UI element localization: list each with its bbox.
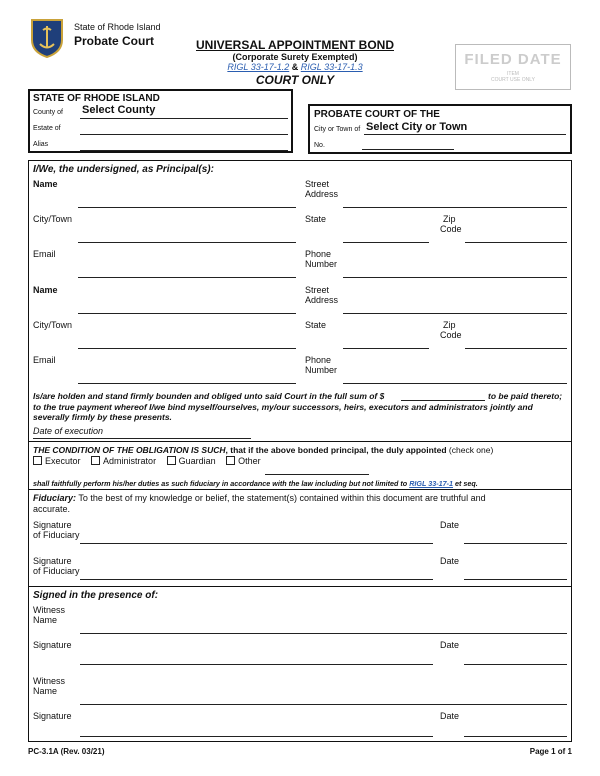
court-only: COURT ONLY [255, 73, 335, 87]
guardian-label: Guardian [178, 456, 216, 466]
bond-line-2: to the true payment whereof I/we bind myself/ourselves, my/our successors, heirs, executors and administrators jointly and [33, 402, 533, 412]
administrator-checkbox[interactable] [91, 456, 156, 467]
phone-field-2[interactable] [343, 383, 567, 384]
state-label-2: State [305, 320, 327, 330]
city-label: City or Town of [314, 126, 361, 133]
witness-heading: Signed in the presence of: [33, 590, 159, 601]
estate-label: Estate of [33, 125, 61, 132]
bond-line-1a: Is/are holden and stand firmly bounden and obliged unto said Court in the full sum of $ [33, 391, 385, 401]
state-field-2[interactable] [343, 348, 429, 349]
fid-sig-label-1a: Signature [33, 520, 72, 530]
condition-text [33, 445, 493, 456]
zip-label-1a: Zip [443, 214, 456, 224]
guardian-checkbox[interactable] [167, 456, 216, 467]
perform-end: et seq. [455, 479, 478, 488]
estate-field[interactable] [80, 134, 288, 135]
zip-label-1b: Code [440, 224, 462, 234]
checkbox-box [167, 456, 176, 465]
fiduciary-date-2[interactable] [464, 579, 567, 580]
administrator-label: Administrator [103, 456, 157, 466]
condition-bold: THE CONDITION OF THE OBLIGATION IS SUCH [33, 445, 226, 455]
state-field-1[interactable] [343, 242, 429, 243]
state-label-1: State [305, 214, 327, 224]
checkbox-box [91, 456, 100, 465]
name-label-1: Name [33, 179, 58, 189]
email-label-2: Email [33, 355, 56, 365]
fid-date-label-2: Date [440, 556, 460, 566]
state-box-heading: STATE OF RHODE ISLAND [33, 93, 160, 104]
fiduciary-bold: Fiduciary: [33, 493, 77, 503]
condition-rest: , that if the above bonded principal, the duly appointed [225, 445, 447, 455]
city-label-2: City/Town [33, 320, 73, 330]
email-field-2[interactable] [78, 383, 296, 384]
law-link-2[interactable]: RIGL 33-17-1.3 [300, 62, 363, 72]
street-label-1b: Address [305, 189, 339, 199]
header-state: State of Rhode Island [74, 22, 161, 32]
street-field-1[interactable] [343, 207, 567, 208]
state-seal-icon [30, 18, 64, 58]
principals-heading: I/We, the undersigned, as Principal(s): [33, 164, 214, 175]
perform-link[interactable]: RIGL 33-17-1 [409, 479, 454, 488]
law-amp: & [291, 62, 299, 72]
divider-1 [28, 441, 572, 442]
law-link-1[interactable]: RIGL 33-17-1.2 [227, 62, 290, 72]
city-label-1: City/Town [33, 214, 73, 224]
witness-date-1[interactable] [464, 664, 567, 665]
other-label: Other [238, 456, 261, 466]
fiduciary-type-options [33, 456, 269, 467]
phone-label-1b: Number [305, 259, 338, 269]
fid-sig-label-2a: Signature [33, 556, 72, 566]
form-subtitle: (Corporate Surety Exempted) [232, 52, 358, 62]
fid-sig-label-2b: of Fiduciary [33, 566, 80, 576]
witness-signature-2[interactable] [80, 736, 433, 737]
county-line [80, 118, 288, 119]
witness-date-label-1: Date [440, 640, 460, 650]
zip-label-2b: Code [440, 330, 462, 340]
email-field-1[interactable] [78, 277, 296, 278]
filed-date-box [455, 44, 571, 90]
email-label-1: Email [33, 249, 56, 259]
fiduciary-text-1: To the best of my knowledge or belief, the statement(s) contained within this document are truthful and [78, 493, 486, 503]
divider-3 [28, 586, 572, 587]
fiduciary-signature-1[interactable] [80, 543, 433, 544]
street-label-1a: Street [305, 179, 330, 189]
city-select[interactable]: Select City or Town [366, 121, 468, 133]
city-line [364, 134, 566, 135]
witness-label-1b: Name [33, 615, 58, 625]
fiduciary-signature-2[interactable] [80, 579, 433, 580]
witness-name-1[interactable] [80, 633, 567, 634]
witness-date-2[interactable] [464, 736, 567, 737]
city-field-1[interactable] [78, 242, 296, 243]
filed-date-label: FILED DATE [464, 51, 562, 68]
fiduciary-statement [33, 493, 486, 504]
fiduciary-text-2: accurate. [33, 504, 71, 514]
phone-label-2b: Number [305, 365, 338, 375]
witness-signature-1[interactable] [80, 664, 433, 665]
street-label-2b: Address [305, 295, 339, 305]
checkbox-box [33, 456, 42, 465]
zip-field-1[interactable] [465, 242, 567, 243]
witness-label-2b: Name [33, 686, 58, 696]
name-field-2[interactable] [78, 313, 296, 314]
fiduciary-date-1[interactable] [464, 543, 567, 544]
witness-label-2a: Witness [33, 676, 66, 686]
city-field-2[interactable] [78, 348, 296, 349]
filed-small-1: ITEM [507, 71, 519, 77]
alias-field[interactable] [80, 150, 288, 151]
case-number-field[interactable] [362, 149, 454, 150]
bond-amount-field[interactable] [401, 400, 485, 401]
zip-label-2a: Zip [443, 320, 456, 330]
executor-label: Executor [45, 456, 81, 466]
zip-field-2[interactable] [465, 348, 567, 349]
witness-name-2[interactable] [80, 704, 567, 705]
bond-line-3: severally firmly by these presents. [33, 412, 172, 422]
witness-sig-label-2: Signature [33, 711, 72, 721]
form-title: UNIVERSAL APPOINTMENT BOND [195, 38, 394, 52]
probate-heading: PROBATE COURT OF THE [314, 109, 440, 120]
date-execution-field[interactable] [33, 438, 251, 439]
header-court: Probate Court [74, 34, 155, 48]
filed-small-2: COURT USE ONLY [491, 77, 535, 83]
divider-2 [28, 489, 572, 490]
no-label: No. [314, 142, 325, 149]
phone-label-2a: Phone [305, 355, 332, 365]
street-field-2[interactable] [343, 313, 567, 314]
form-number: PC-3.1A (Rev. 03/21) [28, 747, 105, 756]
fid-sig-label-1b: of Fiduciary [33, 530, 80, 540]
witness-sig-label-1: Signature [33, 640, 72, 650]
other-checkbox[interactable] [226, 456, 261, 467]
condition-check: (check one) [448, 445, 494, 455]
date-execution-label: Date of execution [33, 426, 104, 436]
perform-main: shall faithfully perform his/her duties as such fiduciary in accordance with the law including but not limited to [33, 479, 408, 488]
street-label-2a: Street [305, 285, 330, 295]
bond-line-1b: to be paid thereto; [488, 391, 563, 401]
witness-date-label-2: Date [440, 711, 460, 721]
name-field-1[interactable] [78, 207, 296, 208]
alias-label: Alias [33, 141, 49, 148]
phone-field-1[interactable] [343, 277, 567, 278]
law-links [190, 62, 400, 73]
county-label: County of [33, 109, 63, 116]
perform-text [33, 478, 478, 489]
name-label-2: Name [33, 285, 58, 295]
witness-label-1a: Witness [33, 605, 66, 615]
executor-checkbox[interactable] [33, 456, 81, 467]
other-field[interactable] [265, 474, 369, 475]
fid-date-label-1: Date [440, 520, 460, 530]
phone-label-1a: Phone [305, 249, 332, 259]
checkbox-box [226, 456, 235, 465]
page-number: Page 1 of 1 [529, 747, 572, 756]
county-select[interactable]: Select County [82, 104, 156, 116]
